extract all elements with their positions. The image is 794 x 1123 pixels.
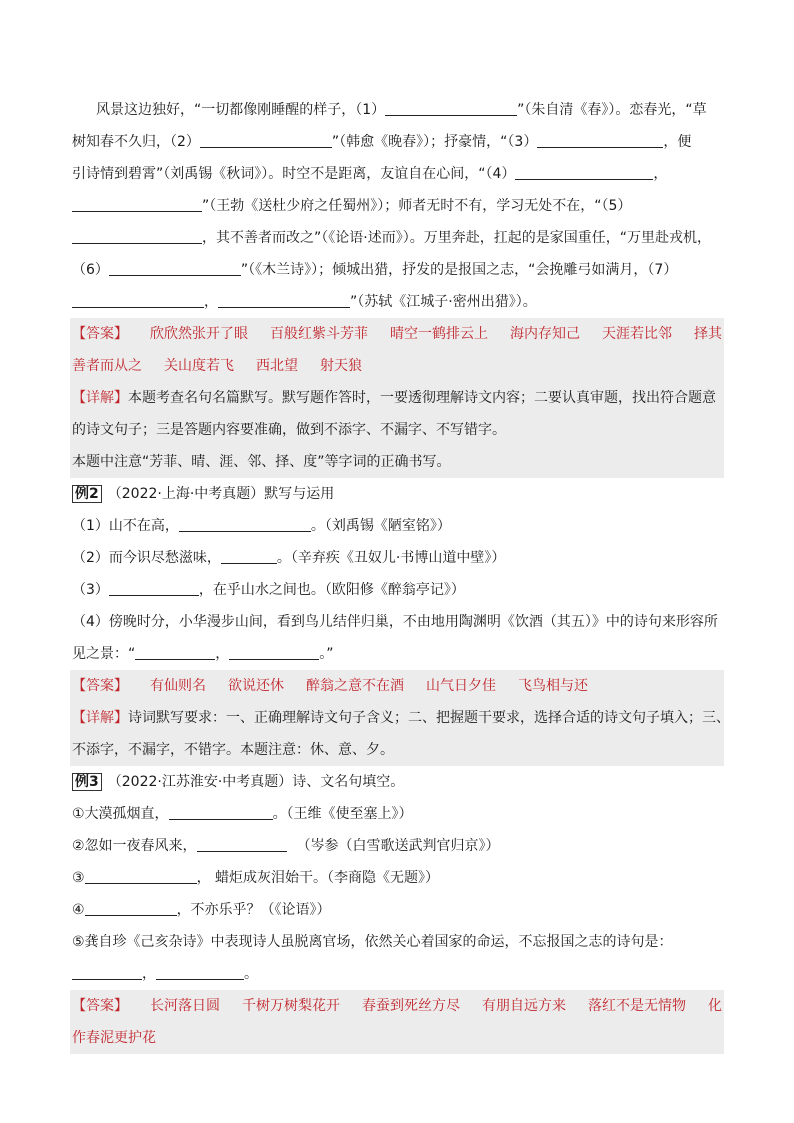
answer-tag: 【答案】 <box>72 326 128 342</box>
text: 。 <box>244 966 258 982</box>
detail-text: 的诗文句子；三是答题内容要准确，做到不添字、不漏字、不写错字。 <box>72 422 506 438</box>
blank <box>537 129 663 148</box>
answer-item: 春蚕到死丝方尽 <box>362 998 460 1014</box>
detail-tag: 【详解】 <box>72 710 128 726</box>
blank <box>109 257 241 276</box>
answer-item: 有朋自远方来 <box>482 998 566 1014</box>
answer-item: 山气日夕佳 <box>426 678 496 694</box>
detail-line <box>70 734 724 766</box>
text: ， 蜡炬成灰泪始干。（李商隐《无题》） <box>196 870 440 886</box>
answer-line <box>70 318 724 350</box>
question-line <box>72 798 724 830</box>
example-heading <box>72 766 724 798</box>
question-line <box>72 574 724 606</box>
answer-item: 落红不是无情物 <box>588 998 686 1014</box>
text: ，不亦乐乎？（《论语》） <box>176 902 331 918</box>
answer-item: 百般红紫斗芳菲 <box>270 326 368 342</box>
text: ④ <box>72 902 85 918</box>
question-line <box>72 510 724 542</box>
detail-line <box>70 446 724 478</box>
blank <box>72 225 202 244</box>
text: 。（刘禹锡《陋室铭》） <box>310 518 451 534</box>
answer-item: 善者而从之 <box>72 358 142 374</box>
text: ”（《木兰诗》）；倾城出猎，抒发的是报国之志，“会挽雕弓如满月，（7） <box>240 262 678 278</box>
blank <box>515 161 653 180</box>
text-line <box>72 190 724 222</box>
question-line <box>72 606 724 638</box>
answer-item: 醉翁之意不在酒 <box>306 678 404 694</box>
text: 风景这边独好，“一切都像刚睡醒的样子，（1） <box>96 102 386 118</box>
text: 。” <box>319 646 334 662</box>
text: ”（朱自清《春》）。恋春光，“草 <box>517 102 707 118</box>
text: （3） <box>72 582 109 598</box>
question-line <box>72 926 724 958</box>
blank <box>156 961 244 980</box>
text: ，其不善者而改之”（《论语·述而》）。万里奔赴，扛起的是家国重任，“万里赴戎机， <box>202 230 711 246</box>
blank <box>229 641 319 660</box>
detail-tag: 【详解】 <box>72 390 128 406</box>
answer-item: 化 <box>708 998 722 1014</box>
blank <box>221 545 277 564</box>
blank <box>72 193 202 212</box>
answer-line <box>70 670 724 702</box>
answer-item: 晴空一鹤排云上 <box>390 326 488 342</box>
answer-item: 千树万树梨花开 <box>242 998 340 1014</box>
answer-item: 天涯若比邻 <box>602 326 672 342</box>
text-line <box>72 286 724 318</box>
question-line <box>72 894 724 926</box>
answer-item: 作春泥更护花 <box>72 1030 156 1046</box>
text-line <box>72 94 724 126</box>
answer-item: 西北望 <box>256 358 298 374</box>
example-heading <box>72 478 724 510</box>
blank <box>135 641 215 660</box>
question-line <box>72 638 724 670</box>
text: ，便 <box>663 134 692 150</box>
text: ”（韩愈《晚春》）；抒豪情，“（3） <box>331 134 538 150</box>
text: ， <box>204 294 218 310</box>
example-number: 例2 <box>72 485 102 503</box>
detail-line <box>70 414 724 446</box>
blank <box>385 97 517 116</box>
text: 见之景：“ <box>72 646 136 662</box>
answer-line <box>70 1022 724 1054</box>
text: 。（王维《使至塞上》） <box>272 806 413 822</box>
blank <box>197 833 287 852</box>
blank <box>200 129 332 148</box>
text: ①大漠孤烟直， <box>72 806 169 822</box>
blank <box>179 513 311 532</box>
text: 引诗情到碧霄”（刘禹锡《秋词》）。时空不是距离，友谊自在心间，“（4） <box>72 166 516 182</box>
detail-text: 本题中注意“芳菲、晴、涯、邻、择、度”等字词的正确书写。 <box>72 454 451 470</box>
text: 树知春不久归，（2） <box>72 134 200 150</box>
detail-text: 诗词默写要求：一、正确理解诗文句子含义；二、把握题干要求，选择合适的诗文句子填入；三、 <box>128 710 730 726</box>
text: ③ <box>72 870 85 886</box>
answer-tag: 【答案】 <box>72 678 128 694</box>
detail-line <box>70 702 730 734</box>
text: （2）而今识尽愁滋味， <box>72 550 221 566</box>
answer-line <box>70 350 724 382</box>
answer-item: 欲说还休 <box>228 678 284 694</box>
text: ， <box>653 166 668 182</box>
answer-item: 射天狼 <box>320 358 362 374</box>
text: ，在乎山水之间也。（欧阳修《醉翁亭记》） <box>198 582 465 598</box>
answer-item: 关山度若飞 <box>164 358 234 374</box>
blank <box>109 577 199 596</box>
blank <box>169 801 273 820</box>
answer-item: 有仙则名 <box>150 678 206 694</box>
question-line <box>72 542 724 574</box>
text-line <box>72 254 724 286</box>
answer-item: 飞鸟相与还 <box>518 678 588 694</box>
text-line <box>72 126 724 158</box>
detail-text: 不添字，不漏字，不错字。本题注意：休、意、夕。 <box>72 742 394 758</box>
text-line <box>72 158 724 190</box>
text: ， <box>142 966 156 982</box>
text: ⑤龚自珍《己亥杂诗》中表现诗人虽脱离官场，依然关心着国家的命运，不忘报国之志的诗句是： <box>72 934 673 950</box>
example-number: 例3 <box>72 773 102 791</box>
blank <box>85 897 177 916</box>
question-line <box>72 958 724 990</box>
text: （1）山不在高， <box>72 518 179 534</box>
text: ”（苏轼《江城子·密州出猎》）。 <box>350 294 537 310</box>
detail-text: 本题考查名句名篇默写。默写题作答时，一要透彻理解诗文内容；二要认真审题，找出符合题意 <box>128 390 716 406</box>
text: 。（辛弃疾《丑奴儿·书博山道中壁》） <box>276 550 506 566</box>
blank <box>218 289 350 308</box>
document-page <box>72 94 730 1054</box>
text: ， <box>215 646 230 662</box>
answer-tag: 【答案】 <box>72 998 128 1014</box>
text: （4）傍晚时分，小华漫步山间，看到鸟儿结伴归巢，不由地用陶渊明《饮酒（其五）》中的诗句来形容所 <box>72 614 718 630</box>
question-line <box>72 862 724 894</box>
blank <box>72 289 204 308</box>
text: （6） <box>72 262 109 278</box>
answer-line <box>70 990 724 1022</box>
answer-item: 长河落日圆 <box>150 998 220 1014</box>
detail-line <box>70 382 724 414</box>
text: ②忽如一夜春风来， <box>72 838 197 854</box>
blank <box>72 961 142 980</box>
text-line <box>72 222 724 254</box>
answer-item: 海内存知己 <box>510 326 580 342</box>
text: （岑参（白雪歌送武判官归京》） <box>296 838 500 854</box>
answer-item: 欣欣然张开了眼 <box>150 326 248 342</box>
example-title: （2022·江苏淮安·中考真题）诗、文名句填空。 <box>107 774 405 790</box>
blank <box>85 865 197 884</box>
example-title: （2022·上海·中考真题）默写与运用 <box>107 486 335 502</box>
answer-item: 择其 <box>694 326 722 342</box>
text: ”（王勃《送杜少府之任蜀州》）；师者无时不有，学习无处不在，“（5） <box>202 198 632 214</box>
question-line <box>72 830 724 862</box>
